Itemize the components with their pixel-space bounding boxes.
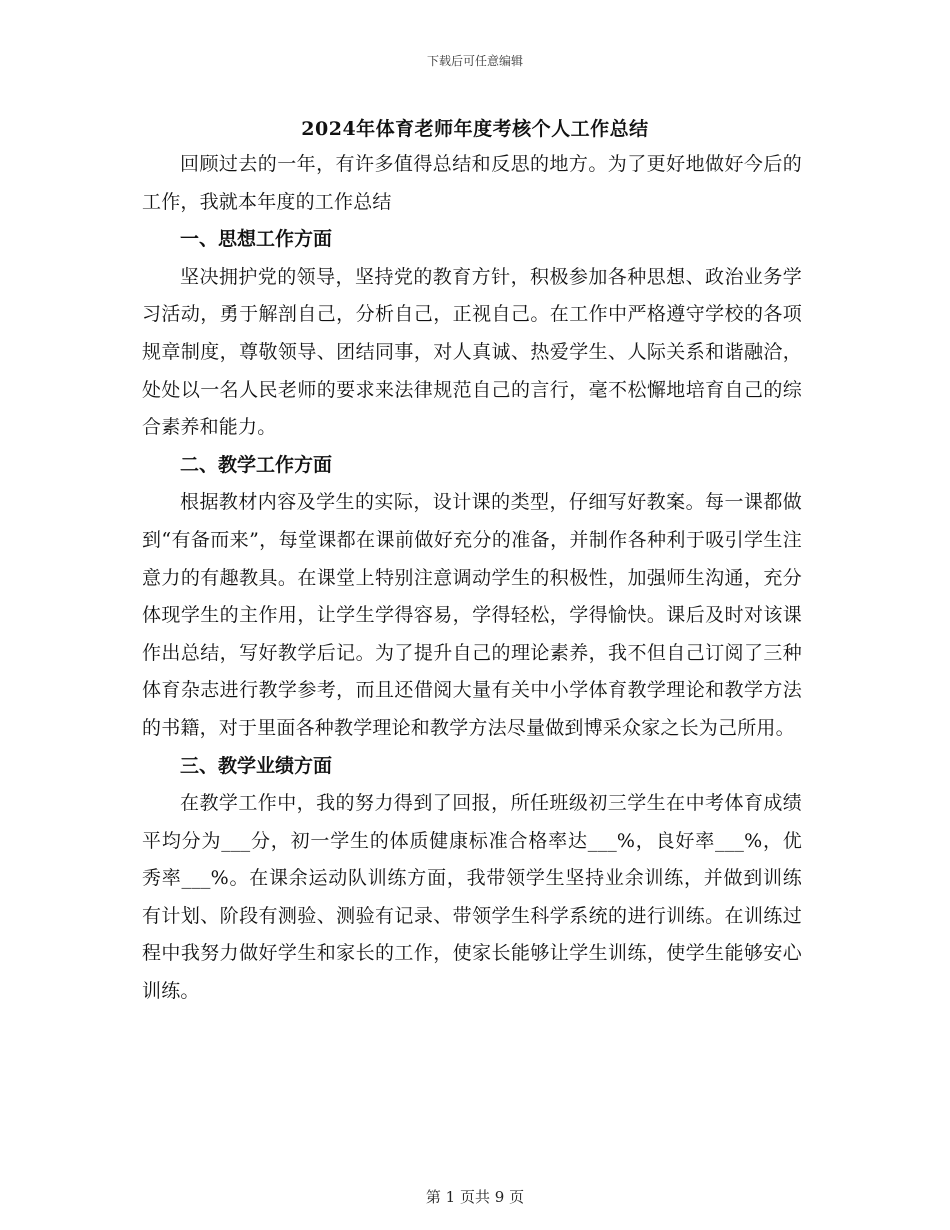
section-heading-3: 三、教学业绩方面 [180,754,333,777]
section-paragraph-2: 根据教材内容及学生的实际，设计课的类型，仔细写好教案。每一课都做到“有备而来”，每堂课都在课前做好充分的准备，并制作各种利于吸引学生注意力的有趣教具。在课堂上特别注意调动学生的积极性，加强师生沟通，充分体现学生的主作用，让学生学得容易，学得轻松，学得愉快。课后及时对该课作出总结，写好教学后记。为了提升自己的理论素养，我不但自己订阅了三种体育杂志进行教学参考，而且还借阅大量有关中小学体育教学理论和教学方法的书籍，对于里面各种教学理论和教学方法尽量做到博采众家之长为己所用。 [142,491,802,739]
page-number: 第 1 页共 9 页 [425,1188,525,1206]
header-note: 下载后可任意编辑 [426,54,523,68]
section-heading-1: 一、思想工作方面 [180,228,333,251]
section-paragraph-1: 坚决拥护党的领导，坚持党的教育方针，积极参加各种思想、政治业务学习活动，勇于解剖自己，分析自己，正视自己。在工作中严格遵守学校的各项规章制度，尊敬领导、团结同事，对人真诚、热爱学生、人际关系和谐融洽，处处以一名人民老师的要求来法律规范自己的言行，毫不松懈地培育自己的综合素养和能力。 [142,265,802,439]
section-heading-2: 二、教学工作方面 [180,453,333,476]
section-paragraph-3: 在教学工作中，我的努力得到了回报，所任班级初三学生在中考体育成绩平均分为___分，初一学生的体质健康标准合格率达___%，良好率___%，优秀率___%。在课余运动队训练方面，我带领学生坚持业余训练，并做到训练有计划、阶段有测验、测验有记录、带领学生科学系统的进行训练。在训练过程中我努力做好学生和家长的工作，使家长能够让学生训练，使学生能够安心训练。 [142,792,802,1003]
document-title: 2024年体育老师年度考核个人工作总结 [301,118,649,140]
intro-paragraph: 回顾过去的一年，有许多值得总结和反思的地方。为了更好地做好今后的工作，我就本年度的工作总结 [142,153,802,213]
document-body [142,146,802,1011]
